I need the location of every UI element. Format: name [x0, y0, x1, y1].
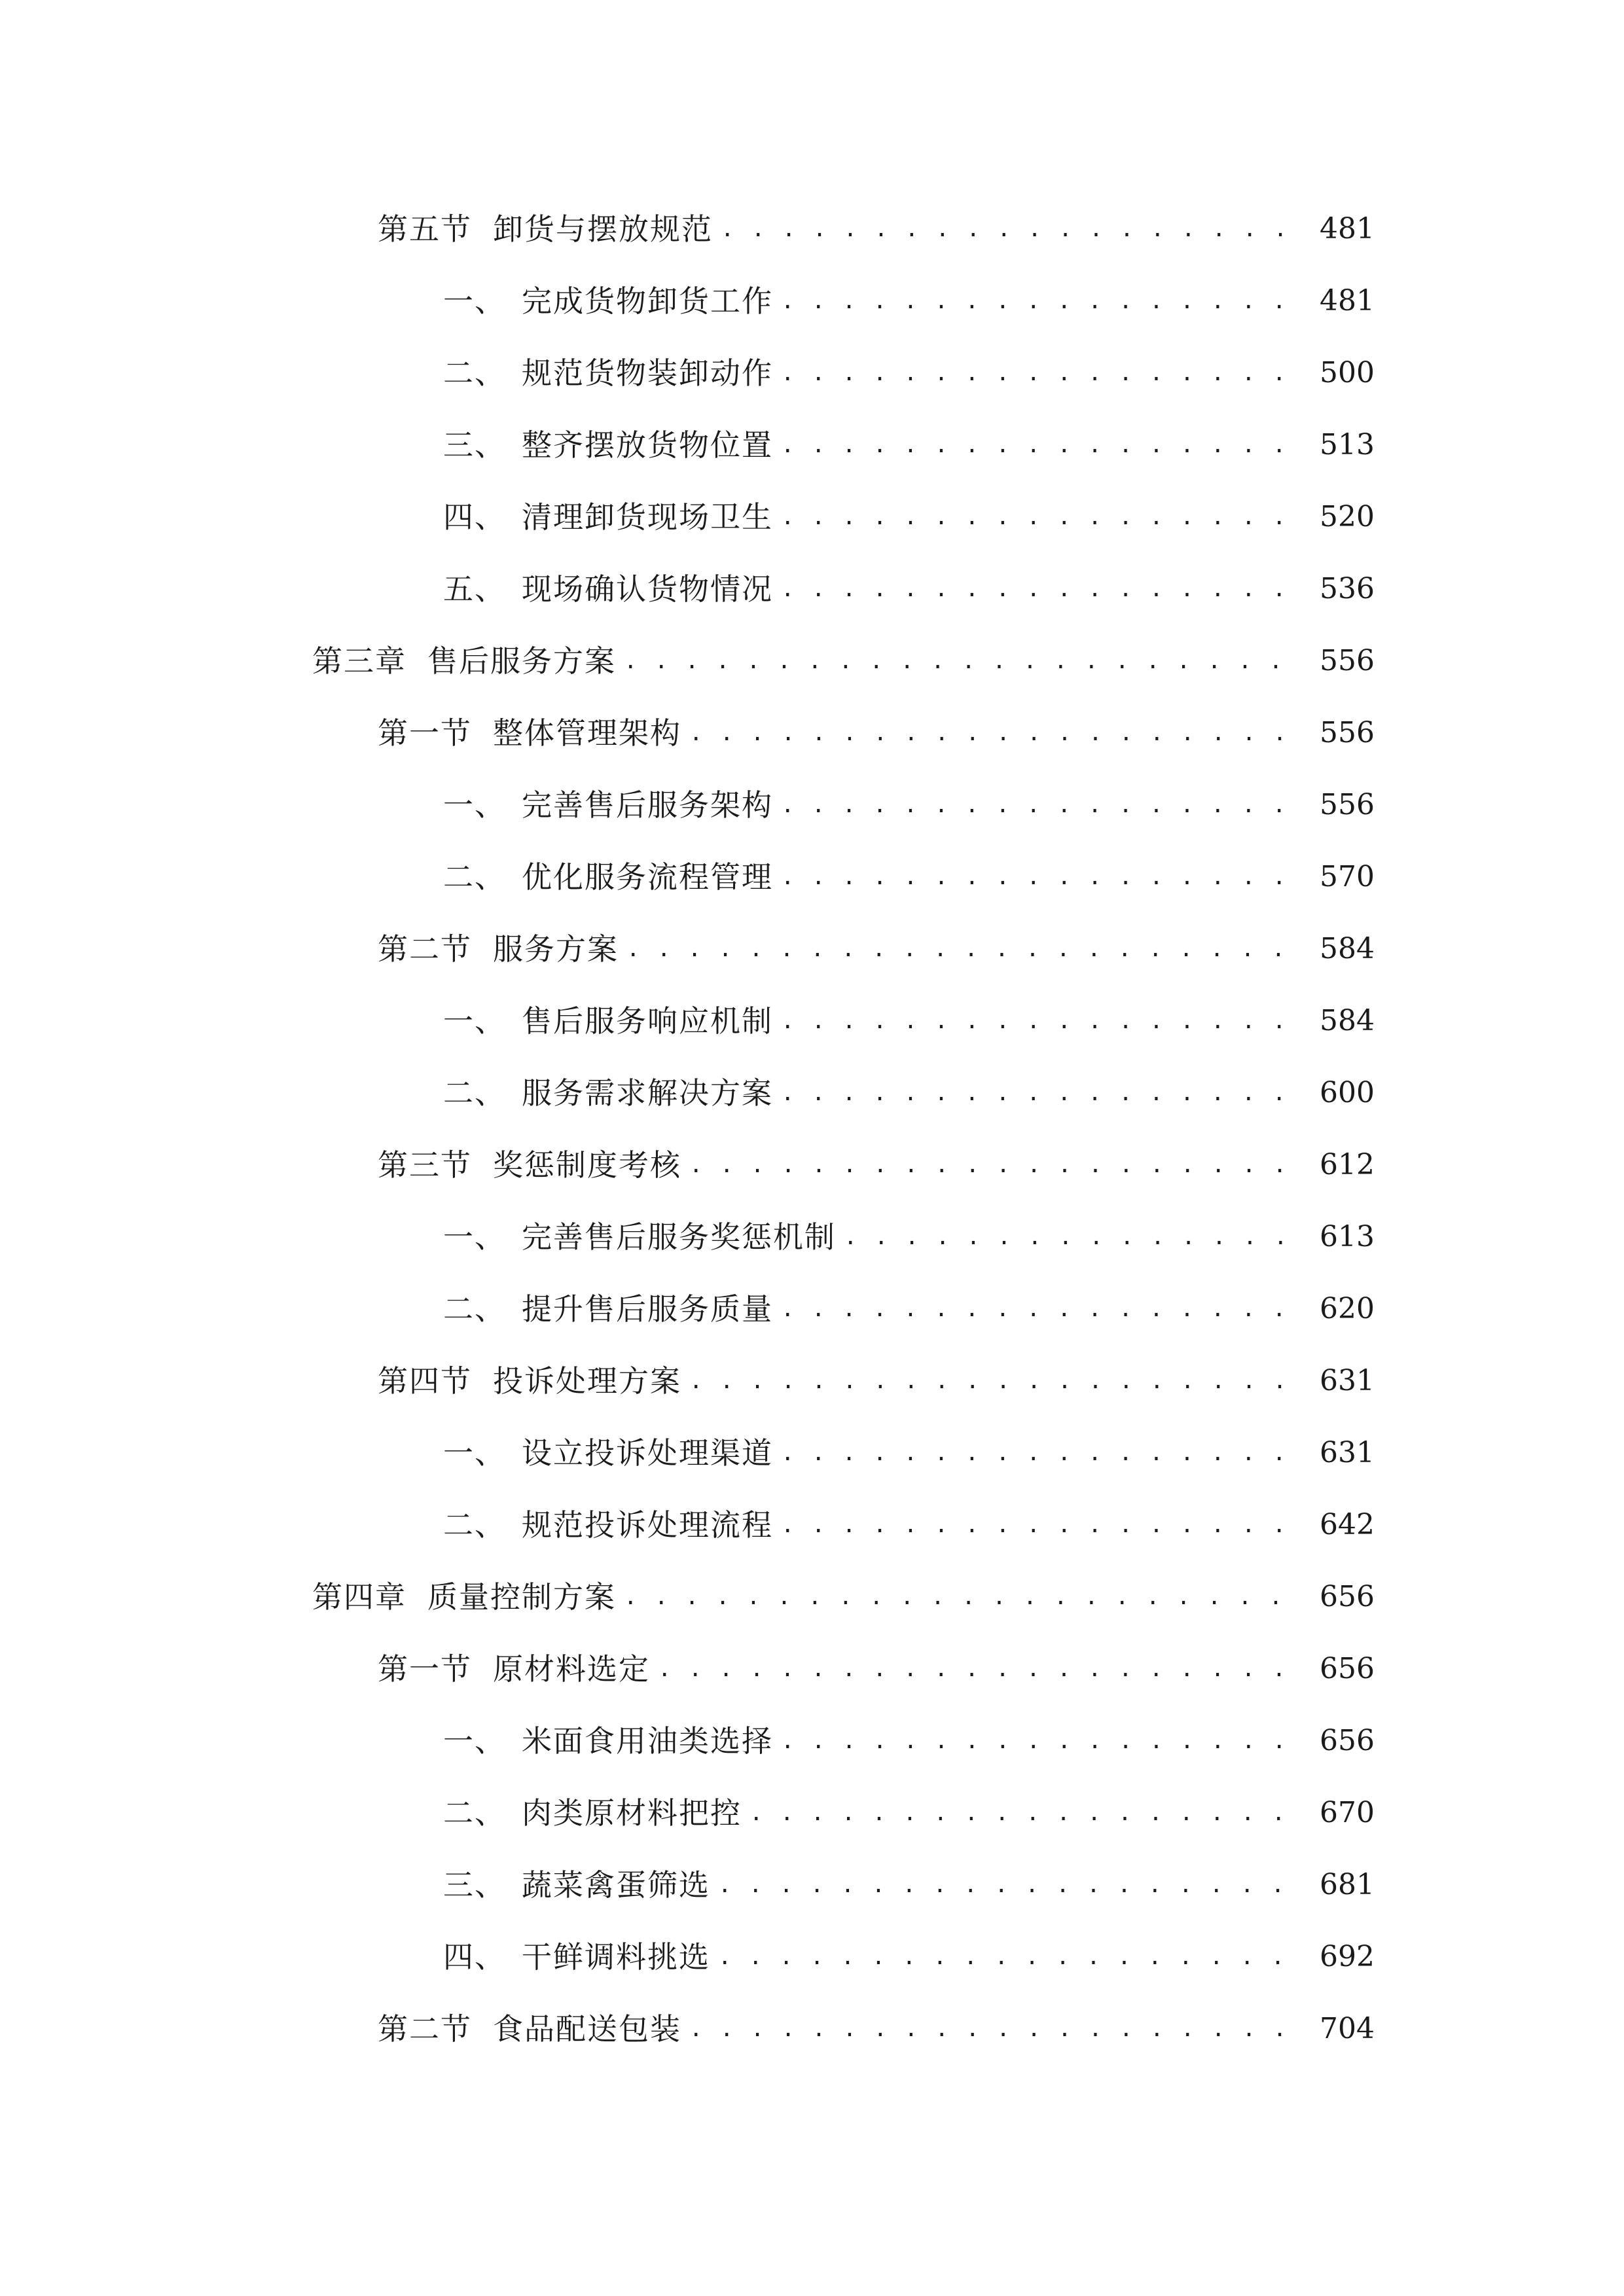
toc-entry-title: 质量控制方案: [427, 1579, 616, 1615]
toc-entry-number: 二、: [443, 1507, 506, 1543]
toc-entry[interactable]: [378, 1358, 1375, 1404]
dot-leader: [781, 350, 1304, 396]
toc-entry-number: 一、: [443, 1219, 506, 1255]
dot-leader: [658, 1646, 1304, 1692]
toc-entry-page: 656: [1320, 1652, 1375, 1685]
toc-entry-title: 规范货物装卸动作: [522, 355, 773, 391]
toc-entry-number: 第四节: [378, 1363, 472, 1399]
toc-entry-title: 奖惩制度考核: [493, 1147, 681, 1183]
toc-entry[interactable]: [443, 494, 1375, 540]
toc-entry-page: 642: [1320, 1508, 1375, 1541]
toc-entry-number: 一、: [443, 283, 506, 319]
toc-entry[interactable]: [443, 998, 1375, 1044]
toc-entry-title: 服务方案: [493, 931, 619, 967]
dot-leader: [721, 206, 1304, 252]
dot-leader: [781, 494, 1304, 540]
dot-leader: [624, 1574, 1304, 1620]
toc-entry-page: 612: [1320, 1148, 1375, 1181]
dot-leader: [781, 1070, 1304, 1116]
toc-entry-page: 681: [1320, 1868, 1375, 1901]
toc-entry-number: 五、: [443, 571, 506, 607]
toc-entry-title: 规范投诉处理流程: [522, 1507, 773, 1543]
toc-entry-title: 完成货物卸货工作: [522, 283, 773, 319]
dot-leader: [718, 1934, 1304, 1980]
toc-entry-page: 556: [1320, 716, 1375, 749]
toc-entry[interactable]: [378, 710, 1375, 756]
toc-entry-number: 第三节: [378, 1147, 472, 1183]
toc-entry-page: 620: [1320, 1292, 1375, 1325]
toc-entry[interactable]: [443, 1430, 1375, 1476]
toc-entry-title: 完善售后服务奖惩机制: [522, 1219, 836, 1255]
dot-leader: [689, 1142, 1304, 1188]
toc-entry[interactable]: [443, 1790, 1375, 1836]
toc-entry[interactable]: [443, 854, 1375, 900]
toc-entry-title: 食品配送包装: [493, 2011, 681, 2047]
toc-entry-number: 四、: [443, 1939, 506, 1975]
toc-entry-title: 售后服务响应机制: [522, 1003, 773, 1039]
toc-entry[interactable]: [443, 278, 1375, 324]
toc-entry-title: 原材料选定: [493, 1651, 650, 1687]
toc-entry-title: 完善售后服务架构: [522, 787, 773, 823]
dot-leader: [781, 278, 1304, 324]
toc-entry-page: 613: [1320, 1220, 1375, 1253]
toc-entry-title: 米面食用油类选择: [522, 1723, 773, 1759]
toc-entry[interactable]: [443, 1214, 1375, 1260]
dot-leader: [718, 1862, 1304, 1908]
toc-entry-page: 631: [1320, 1436, 1375, 1469]
toc-entry-page: 584: [1320, 1004, 1375, 1037]
toc-entry-title: 整齐摆放货物位置: [522, 427, 773, 463]
dot-leader: [781, 1502, 1304, 1548]
toc-entry-number: 二、: [443, 1291, 506, 1327]
toc-entry-title: 提升售后服务质量: [522, 1291, 773, 1327]
toc-entry-number: 第四章: [312, 1579, 406, 1615]
toc-entry-page: 481: [1320, 284, 1375, 317]
toc-entry-number: 一、: [443, 787, 506, 823]
toc-entry-title: 干鲜调料挑选: [522, 1939, 710, 1975]
toc-entry[interactable]: [443, 1070, 1375, 1116]
toc-entry-page: 656: [1320, 1724, 1375, 1757]
toc-entry-page: 631: [1320, 1364, 1375, 1397]
toc-entry-number: 一、: [443, 1003, 506, 1039]
toc-entry[interactable]: [378, 206, 1375, 252]
toc-entry-number: 二、: [443, 859, 506, 895]
toc-entry-title: 售后服务方案: [427, 643, 616, 679]
dot-leader: [781, 566, 1304, 612]
toc-entry-page: 513: [1320, 428, 1375, 461]
toc-entry[interactable]: [312, 638, 1375, 684]
toc-entry-number: 第一节: [378, 1651, 472, 1687]
toc-entry[interactable]: [378, 1646, 1375, 1692]
toc-entry-page: 600: [1320, 1076, 1375, 1109]
toc-entry-title: 整体管理架构: [493, 715, 681, 751]
toc-entry-page: 556: [1320, 644, 1375, 677]
toc-entry-number: 第三章: [312, 643, 406, 679]
toc-entry-number: 三、: [443, 427, 506, 463]
dot-leader: [624, 638, 1304, 684]
toc-entry-number: 第一节: [378, 715, 472, 751]
toc-entry-page: 656: [1320, 1580, 1375, 1613]
toc-entry-number: 四、: [443, 499, 506, 535]
toc-entry-title: 清理卸货现场卫生: [522, 499, 773, 535]
toc-entry-number: 第二节: [378, 2011, 472, 2047]
dot-leader: [781, 1286, 1304, 1332]
toc-entry[interactable]: [443, 782, 1375, 828]
toc-entry-page: 670: [1320, 1796, 1375, 1829]
toc-entry-title: 肉类原材料把控: [522, 1795, 742, 1831]
dot-leader: [844, 1214, 1304, 1260]
toc-entry-number: 第二节: [378, 931, 472, 967]
dot-leader: [781, 998, 1304, 1044]
toc-entry-page: 520: [1320, 500, 1375, 533]
toc-entry-page: 704: [1320, 2012, 1375, 2045]
dot-leader: [781, 782, 1304, 828]
toc-entry[interactable]: [378, 926, 1375, 972]
toc-entry-title: 卸货与摆放规范: [493, 211, 713, 247]
toc-entry[interactable]: [443, 350, 1375, 396]
toc-entry[interactable]: [443, 566, 1375, 612]
toc-entry[interactable]: [443, 1862, 1375, 1908]
dot-leader: [749, 1790, 1304, 1836]
toc-entry-page: 692: [1320, 1940, 1375, 1973]
dot-leader: [781, 422, 1304, 468]
toc-entry[interactable]: [378, 2006, 1375, 2052]
toc-entry[interactable]: [443, 1718, 1375, 1764]
dot-leader: [626, 926, 1304, 972]
toc-entry-page: 556: [1320, 788, 1375, 821]
toc-entry-number: 二、: [443, 1075, 506, 1111]
dot-leader: [781, 1430, 1304, 1476]
dot-leader: [689, 2006, 1304, 2052]
toc-entry-title: 优化服务流程管理: [522, 859, 773, 895]
toc-entry[interactable]: [443, 422, 1375, 468]
toc-entry-page: 570: [1320, 860, 1375, 893]
toc-entry[interactable]: [443, 1934, 1375, 1980]
dot-leader: [781, 854, 1304, 900]
toc-entry[interactable]: [443, 1286, 1375, 1332]
toc-entry[interactable]: [378, 1142, 1375, 1188]
toc-entry-number: 二、: [443, 355, 506, 391]
toc-entry-number: 二、: [443, 1795, 506, 1831]
toc-entry-number: 一、: [443, 1723, 506, 1759]
toc-entry-title: 现场确认货物情况: [522, 571, 773, 607]
toc-entry-page: 584: [1320, 932, 1375, 965]
toc-entry[interactable]: [443, 1502, 1375, 1548]
toc-entry-title: 投诉处理方案: [493, 1363, 681, 1399]
dot-leader: [689, 1358, 1304, 1404]
toc-entry[interactable]: [312, 1574, 1375, 1620]
toc-entry-number: 一、: [443, 1435, 506, 1471]
toc-entry-page: 536: [1320, 572, 1375, 605]
toc-entry-title: 蔬菜禽蛋筛选: [522, 1867, 710, 1903]
dot-leader: [781, 1718, 1304, 1764]
toc-entry-number: 第五节: [378, 211, 472, 247]
toc-entry-number: 三、: [443, 1867, 506, 1903]
toc-entry-page: 500: [1320, 356, 1375, 389]
toc-entry-title: 设立投诉处理渠道: [522, 1435, 773, 1471]
toc-entry-title: 服务需求解决方案: [522, 1075, 773, 1111]
dot-leader: [689, 710, 1304, 756]
toc-entry-page: 481: [1320, 212, 1375, 245]
